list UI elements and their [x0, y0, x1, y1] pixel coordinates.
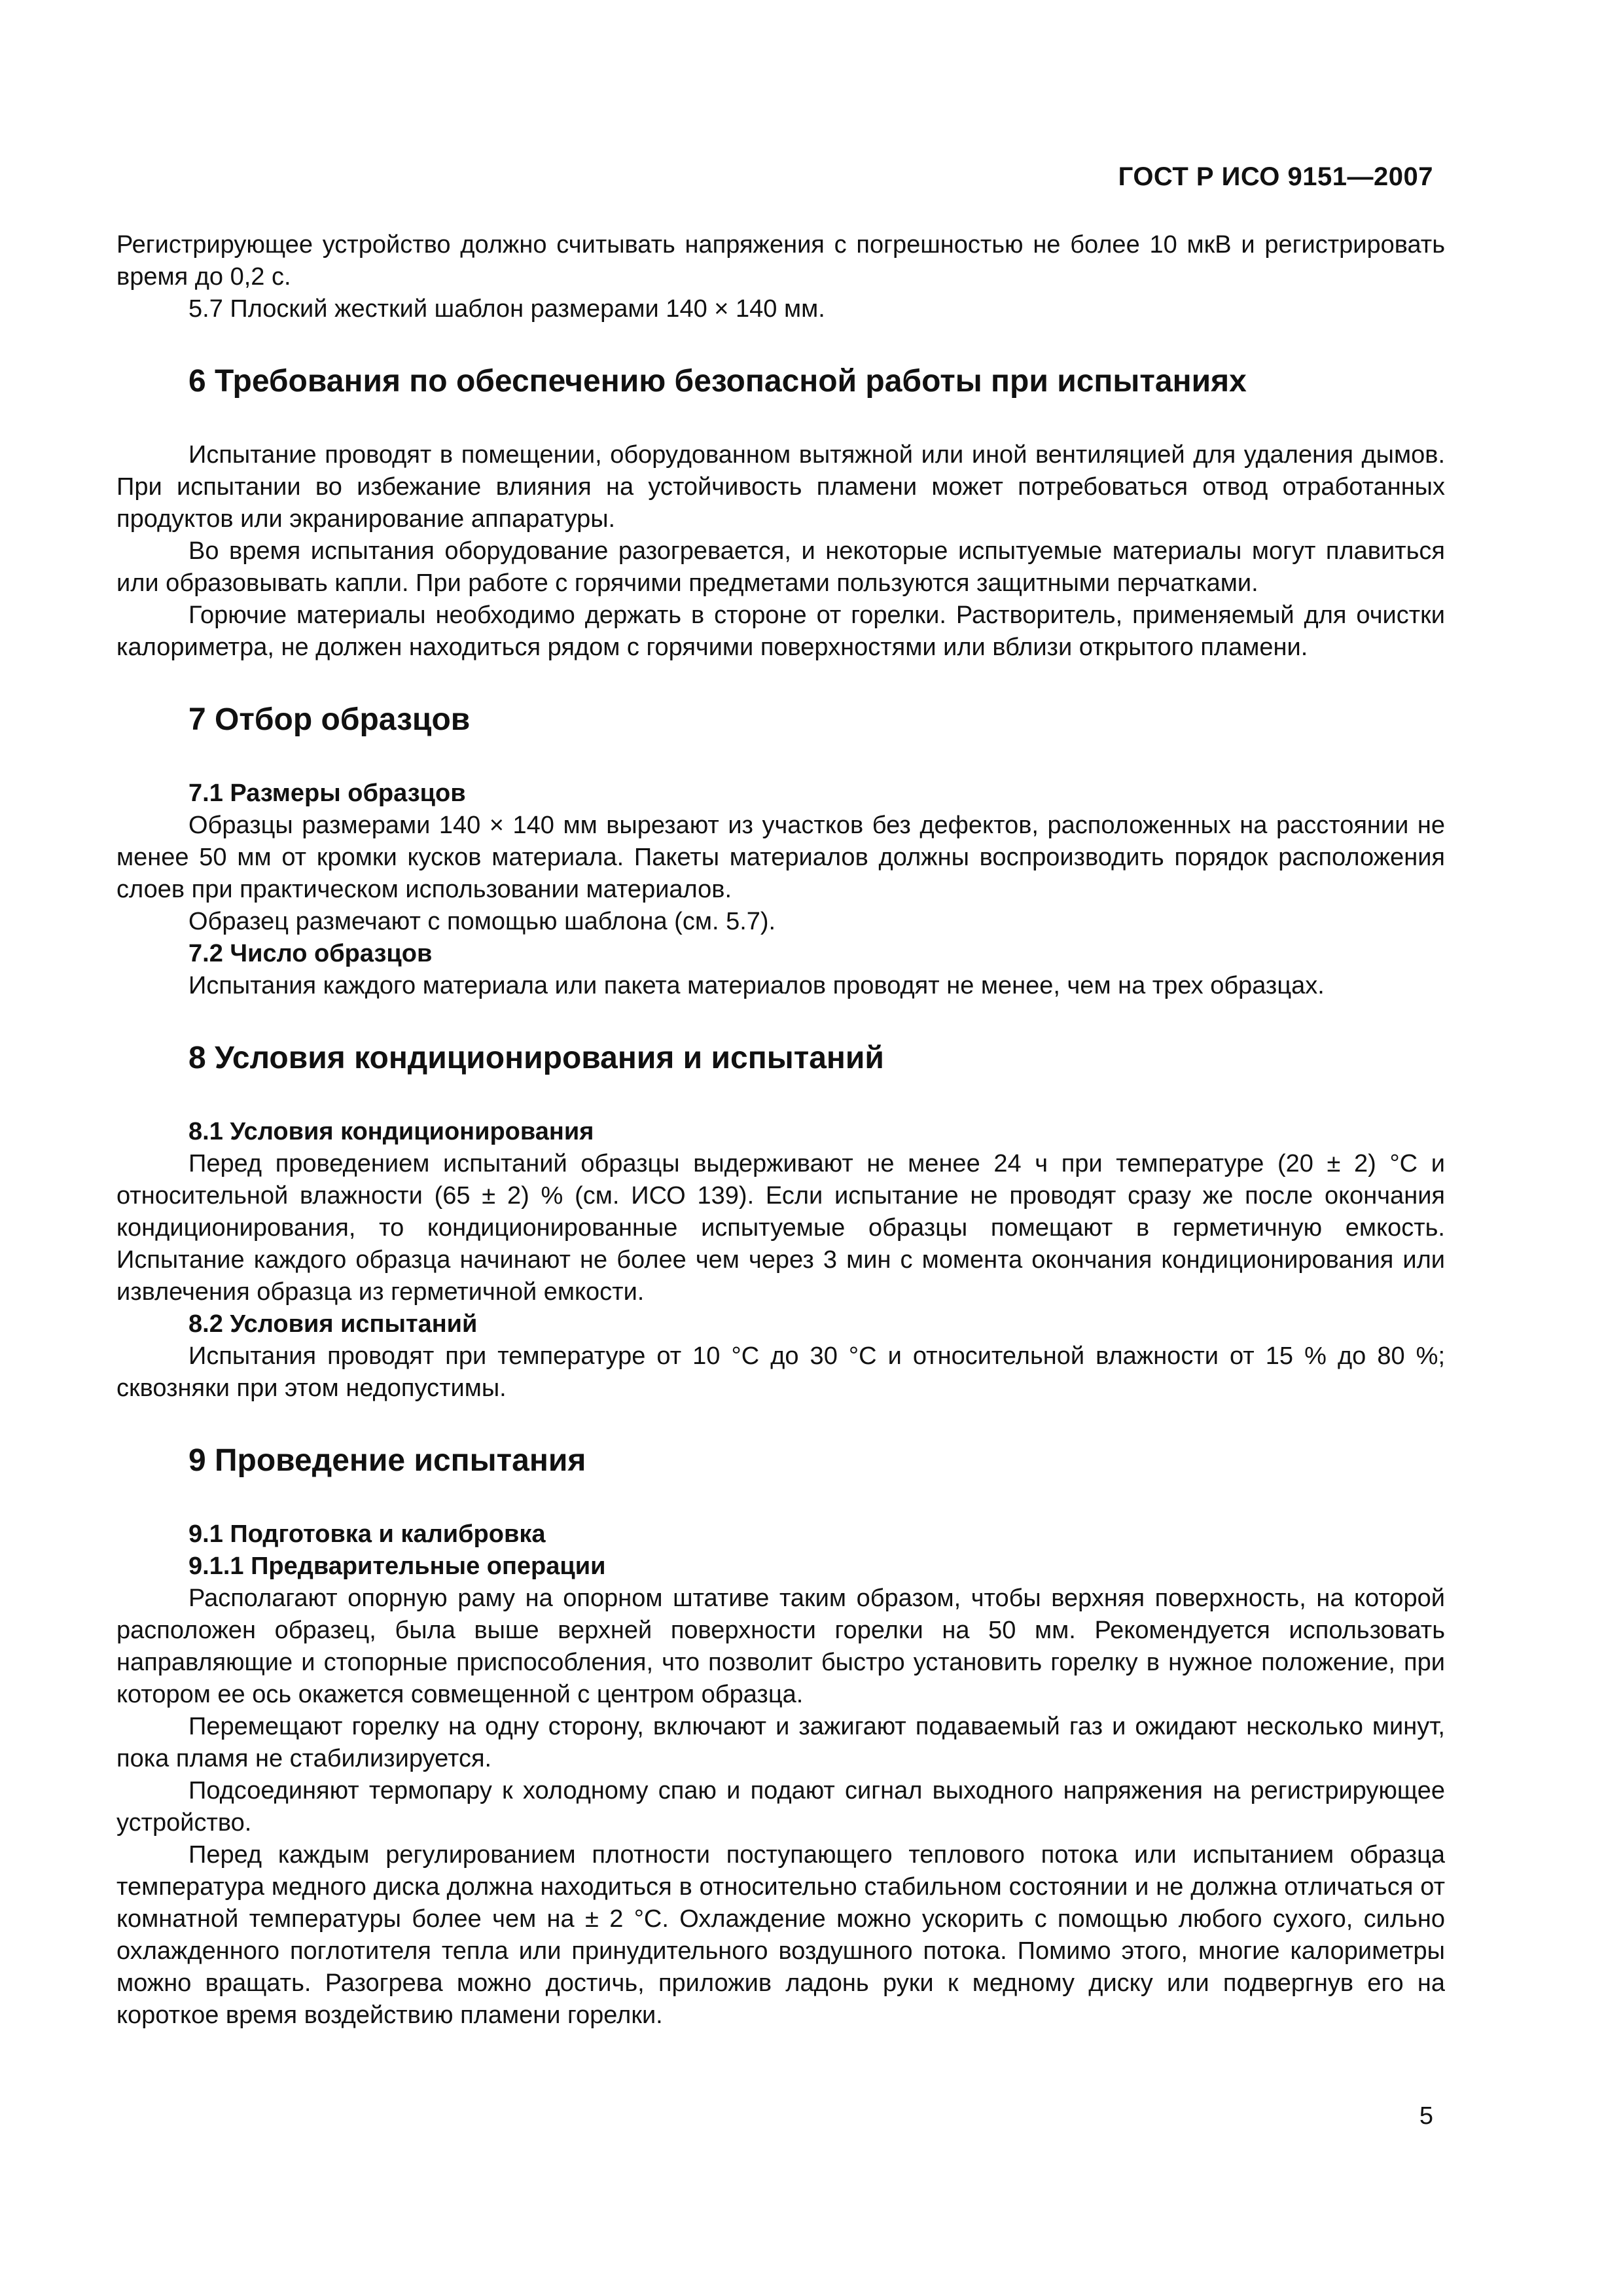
paragraph-9-1-1-a: Располагают опорную раму на опорном штативе таким образом, чтобы верхняя поверхность, на которой расположен образец, была выше верхней поверхности горелки на 50 мм. Рекомендуется использовать направляющие и стопорные приспособления, что позволит быстро установить горелку в нужное положение, при котором ее ось окажется совмещенной с центром образца. — [116, 1585, 1445, 1708]
paragraph-9-1-1-c: Подсоединяют термопару к холодному спаю и подают сигнал выходного напряжения на регистрирующее устройство. — [116, 1777, 1445, 1837]
section-8-title: 8 Условия кондиционирования и испытаний — [188, 1041, 884, 1075]
paragraph-recorder-accuracy: Регистрирующее устройство должно считывать напряжения с погрешностью не более 10 мкВ и регистрировать время до 0,2 с. — [116, 231, 1445, 291]
paragraph-9-1-1-d: Перед каждым регулированием плотности поступающего теплового потока или испытанием образца температура медного диска должна находиться в относительно стабильном состоянии и не должна отличаться от комнатной температуры более чем на ± 2 °С. Охлаждение можно ускорить с помощью любого сухого, сильно охлажденного поглотителя тепла или принудительного воздушного потока. Помимо этого, многие калориметры можно вращать. Разогрева можно достичь, приложив ладонь руки к медному диску или подвергнув его на короткое время воздействию пламени горелки. — [116, 1841, 1445, 2029]
paragraph-7-1-2: Образец размечают с помощью шаблона (см. 5.7). — [188, 908, 776, 935]
paragraph-8-2: Испытания проводят при температуре от 10 °С до 30 °С и относительной влажности от 15 % до 80 %; сквозняки при этом недопустимы. — [116, 1342, 1445, 1402]
subsection-9-1-title: 9.1 Подготовка и калибровка — [188, 1520, 546, 1548]
paragraph-6-1: Испытание проводят в помещении, оборудованном вытяжной или иной вентиляцией для удаления дымов. При испытании во избежание влияния на устойчивость пламени может потребоваться отвод отработанных продуктов или экранирование аппаратуры. — [116, 441, 1445, 533]
paragraph-9-1-1-b: Перемещают горелку на одну сторону, включают и зажигают подаваемый газ и ожидают несколько минут, пока пламя не стабилизируется. — [116, 1713, 1445, 1772]
subsection-7-2-title: 7.2 Число образцов — [188, 940, 433, 967]
page-number: 5 — [1419, 2102, 1433, 2130]
subsection-8-1-title: 8.1 Условия кондиционирования — [188, 1118, 594, 1145]
page-body — [116, 229, 1445, 2032]
paragraph-7-1-1: Образцы размерами 140 × 140 мм вырезают из участков без дефектов, расположенных на расстоянии не менее 50 мм от кромки кусков материала. Пакеты материалов должны воспроизводить порядок расположения слоев при практическом использовании материалов. — [116, 812, 1445, 903]
subsection-9-1-1-title: 9.1.1 Предварительные операции — [188, 1552, 606, 1580]
paragraph-6-2: Во время испытания оборудование разогревается, и некоторые испытуемые материалы могут плавиться или образовывать капли. При работе с горячими предметами пользуются защитными перчатками. — [116, 537, 1445, 597]
subsection-7-1-title: 7.1 Размеры образцов — [188, 780, 466, 807]
section-7-title: 7 Отбор образцов — [188, 702, 471, 737]
section-9-title: 9 Проведение испытания — [188, 1443, 586, 1478]
paragraph-template-5-7: 5.7 Плоский жесткий шаблон размерами 140 × 140 мм. — [188, 295, 825, 323]
paragraph-6-3: Горючие материалы необходимо держать в стороне от горелки. Растворитель, применяемый для очистки калориметра, не должен находиться рядом с горячими поверхностями или вблизи открытого пламени. — [116, 601, 1445, 661]
section-6-title: 6 Требования по обеспечению безопасной работы при испытаниях — [188, 364, 1247, 399]
paragraph-8-1: Перед проведением испытаний образцы выдерживают не менее 24 ч при температуре (20 ± 2) °С и относительной влажности (65 ± 2) % (см. ИСО 139). Если испытание не проводят сразу же после окончания кондиционирования, то кондиционированные испытуемые образцы помещают в герметичную емкость. Испытание каждого образца начинают не более чем через 3 мин с момента окончания кондиционирования или извлечения образца из герметичной емкости. — [116, 1150, 1445, 1306]
subsection-8-2-title: 8.2 Условия испытаний — [188, 1310, 478, 1338]
document-code-header: ГОСТ Р ИСО 9151—2007 — [1118, 162, 1433, 191]
paragraph-7-2: Испытания каждого материала или пакета материалов проводят не менее, чем на трех образцах. — [188, 972, 1325, 999]
